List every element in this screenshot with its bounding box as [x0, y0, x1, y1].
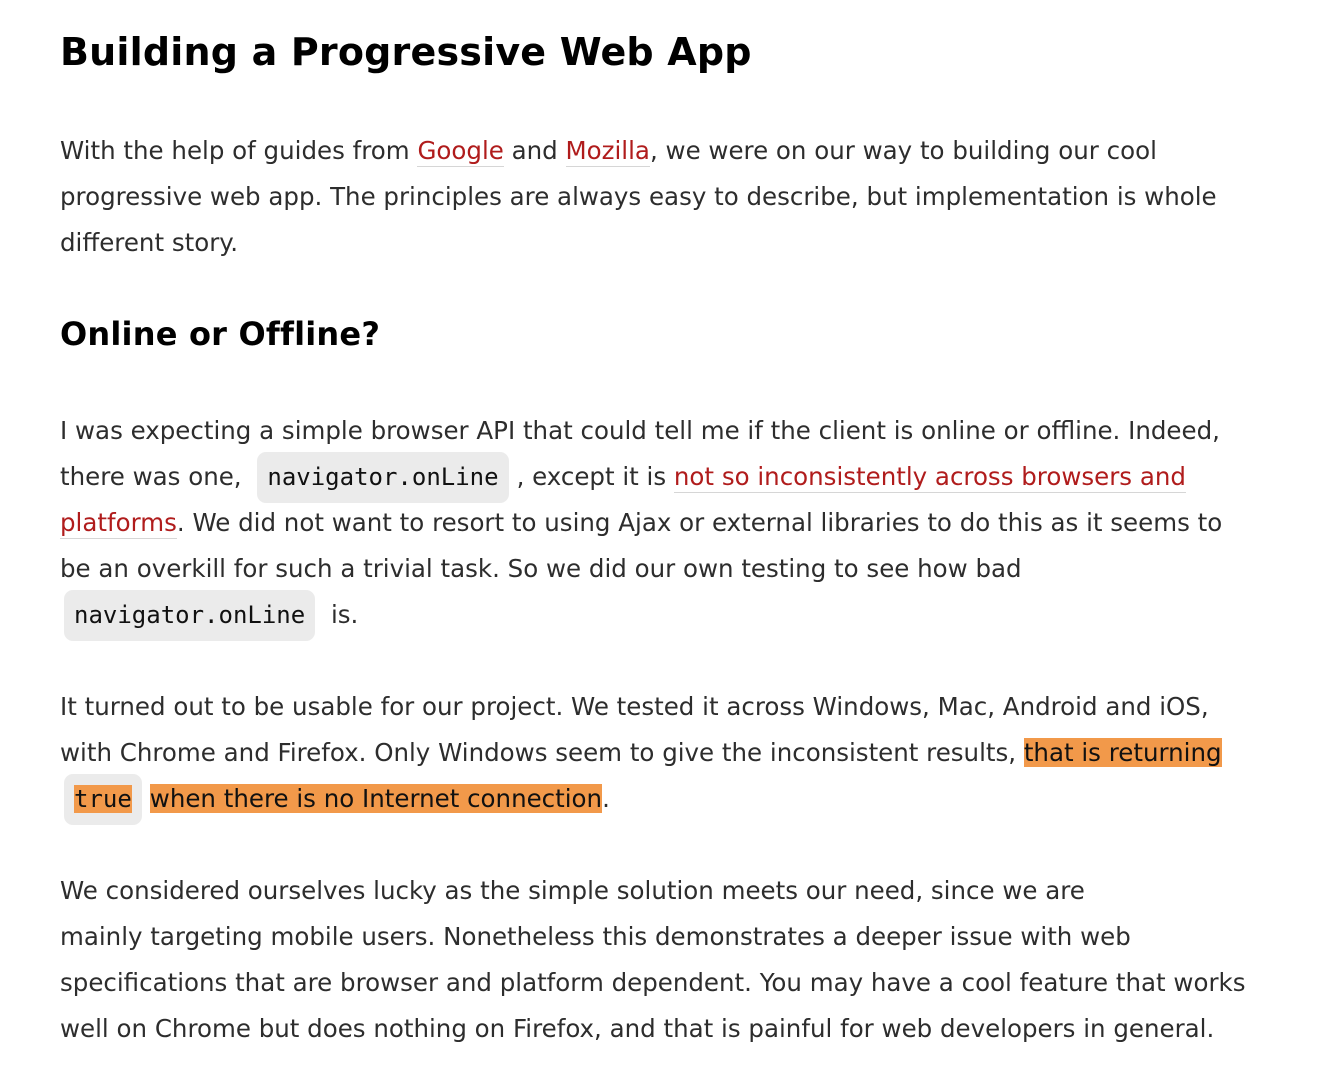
inline-code: navigator.onLine [64, 590, 315, 641]
section-heading: Online or Offline? [60, 315, 381, 353]
text-line: I was expecting a simple browser API that could tell me if the client is online or offline. Indeed, [60, 416, 1220, 445]
text-line [60, 776, 1222, 822]
conclusion-paragraph [60, 868, 1245, 1052]
text: . We did not want to resort to using Ajax or external libraries to do this as it seems to [176, 508, 1223, 537]
text-line: well on Chrome but does nothing on Firefox, and that is painful for web developers in general. [60, 1014, 1215, 1043]
highlighted-text: that is returning [1023, 738, 1222, 767]
mozilla-link[interactable]: Mozilla [565, 136, 650, 165]
text-line: progressive web app. The principles are always easy to describe, but implementation is whole [60, 182, 1217, 211]
highlighted-code: true [74, 785, 132, 813]
inline-code: navigator.onLine [257, 452, 508, 503]
text-line [60, 128, 1217, 174]
api-paragraph [60, 408, 1222, 638]
text: is. [323, 600, 359, 629]
text: with Chrome and Firefox. Only Windows seem to give the inconsistent results, [60, 738, 1024, 767]
inline-code [64, 774, 142, 825]
text-line: It turned out to be usable for our project. We tested it across Windows, Mac, Android and iOS, [60, 692, 1209, 721]
text: , we were on our way to building our cool [649, 136, 1157, 165]
intro-paragraph [60, 128, 1217, 266]
text: , except it is [516, 462, 674, 491]
text-line: We considered ourselves lucky as the simple solution meets our need, since we are [60, 876, 1085, 905]
text-line [60, 500, 1222, 546]
page-title: Building a Progressive Web App [60, 30, 752, 74]
text: . [602, 784, 610, 813]
text-line: be an overkill for such a trivial task. So we did our own testing to see how bad [60, 554, 1022, 583]
google-link[interactable]: Google [417, 136, 504, 165]
text-line [60, 592, 1222, 638]
text: and [503, 136, 566, 165]
inconsistency-link[interactable]: not so inconsistently across browsers and [673, 462, 1186, 491]
results-paragraph [60, 684, 1222, 822]
text: With the help of guides from [60, 136, 418, 165]
text-line [60, 454, 1222, 500]
text-line: different story. [60, 228, 239, 257]
text-line: mainly targeting mobile users. Nonetheless this demonstrates a deeper issue with web [60, 922, 1131, 951]
inconsistency-link-continued[interactable]: platforms [60, 508, 177, 537]
text-line [60, 730, 1222, 776]
text: there was one, [60, 462, 250, 491]
highlighted-text: when there is no Internet connection [149, 784, 603, 813]
text-line: specifications that are browser and platform dependent. You may have a cool feature that works [60, 968, 1246, 997]
